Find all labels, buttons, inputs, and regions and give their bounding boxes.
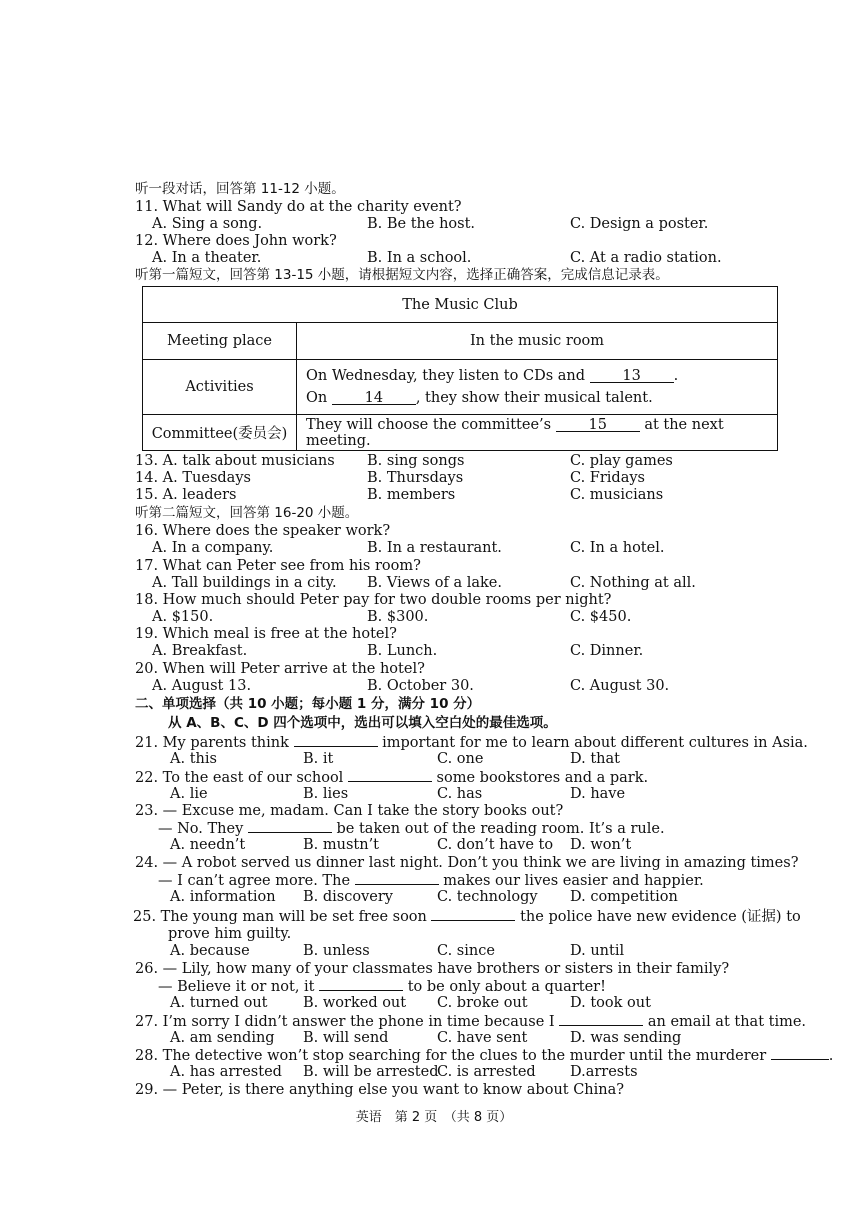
q13-option-b: B. sing songs	[367, 453, 465, 469]
q28-stem-end: .	[828, 1048, 834, 1064]
q28-blank[interactable]	[771, 1047, 829, 1060]
q14-option-b: B. Thursdays	[367, 470, 464, 486]
music-club-table	[142, 286, 778, 451]
q21-option-a: A. this	[170, 751, 217, 767]
meeting-place-value: In the music room	[297, 323, 778, 360]
page-footer: 英语 第 2 页 （共 8 页）	[355, 1110, 513, 1125]
q12-option-a: A. In a theater.	[152, 250, 262, 266]
q23-stem	[158, 820, 665, 838]
activities-label: Activities	[143, 360, 297, 415]
q24-option-c: C. technology	[437, 889, 538, 905]
q23-option-b: B. mustn’t	[303, 837, 380, 853]
q15-option-c: C. musicians	[570, 487, 664, 503]
q26-option-a: A. turned out	[170, 995, 268, 1011]
section-heading-13-15: 听第一篇短文，回答第 13-15 小题，请根据短文内容，选择正确答案，完成信息记录表。	[135, 267, 669, 283]
q18-option-c: C. $450.	[570, 609, 632, 625]
q13-option-c: C. play games	[570, 453, 673, 469]
q25-stem-start: 25. The young man will be set free soon	[133, 909, 427, 925]
q19-stem: 19. Which meal is free at the hotel?	[135, 626, 397, 642]
q26-blank[interactable]	[319, 978, 403, 991]
q25-option-d: D. until	[570, 943, 625, 959]
q24-option-a: A. information	[170, 889, 276, 905]
q20-stem: 20. When will Peter arrive at the hotel?	[135, 661, 425, 677]
q15-option-a: 15. A. leaders	[135, 487, 237, 503]
q23-stem-start: — No. They	[158, 821, 244, 837]
table-title: The Music Club	[143, 287, 778, 323]
activities-cell	[297, 360, 778, 415]
q23-line1: 23. — Excuse me, madam. Can I take the story books out?	[135, 803, 564, 819]
q22-option-d: D. have	[570, 786, 626, 802]
q21-option-d: D. that	[570, 751, 620, 767]
q21-blank[interactable]	[294, 734, 378, 747]
q14-option-a: 14. A. Tuesdays	[135, 470, 251, 486]
q25-blank[interactable]	[431, 908, 515, 921]
q21-option-c: C. one	[437, 751, 484, 767]
q28-option-a: A. has arrested	[170, 1064, 282, 1080]
activities-line-1	[306, 365, 777, 387]
q23-option-d: D. won’t	[570, 837, 632, 853]
q27-stem-end: an email at that time.	[647, 1014, 807, 1030]
q19-option-a: A. Breakfast.	[152, 643, 248, 659]
q27-option-b: B. will send	[303, 1030, 389, 1046]
q25-option-b: B. unless	[303, 943, 370, 959]
q11-stem: 11. What will Sandy do at the charity event?	[135, 199, 462, 215]
q25-line2: prove him guilty.	[168, 926, 292, 942]
q26-option-d: D. took out	[570, 995, 651, 1011]
blank-14[interactable]: 14	[332, 392, 416, 405]
q17-option-b: B. Views of a lake.	[367, 575, 502, 591]
q16-option-b: B. In a restaurant.	[367, 540, 502, 556]
q28-option-c: C. is arrested	[437, 1064, 536, 1080]
q22-option-a: A. lie	[170, 786, 208, 802]
q20-option-c: C. August 30.	[570, 678, 670, 694]
section-heading-11-12: 听一段对话，回答第 11-12 小题。	[135, 181, 345, 197]
q27-blank[interactable]	[559, 1013, 643, 1026]
activities-line-1-end: .	[673, 368, 679, 384]
q18-stem: 18. How much should Peter pay for two double rooms per night?	[135, 592, 612, 608]
q21-stem	[135, 734, 808, 752]
activities-line-2-text: , they show their musical talent.	[415, 390, 653, 406]
q25-option-c: C. since	[437, 943, 495, 959]
activities-line-2	[306, 387, 777, 409]
q26-line1: 26. — Lily, how many of your classmates have brothers or sisters in their family?	[135, 961, 730, 977]
q24-line1: 24. — A robot served us dinner last night. Don’t you think we are living in amazing times?	[135, 855, 799, 871]
q26-stem-end: to be only about a quarter!	[407, 979, 606, 995]
q23-option-a: A. needn’t	[170, 837, 246, 853]
q14-option-c: C. Fridays	[570, 470, 645, 486]
q28-option-d: D.arrests	[570, 1064, 638, 1080]
q28-stem	[135, 1047, 833, 1065]
q19-option-b: B. Lunch.	[367, 643, 438, 659]
q24-option-d: D. competition	[570, 889, 678, 905]
q11-option-c: C. Design a poster.	[570, 216, 709, 232]
q21-stem-start: 21. My parents think	[135, 735, 289, 751]
q26-option-b: B. worked out	[303, 995, 407, 1011]
q25-stem-end: the police have new evidence (证据) to	[520, 909, 801, 925]
q27-option-d: D. was sending	[570, 1030, 682, 1046]
q20-option-b: B. October 30.	[367, 678, 474, 694]
q12-option-b: B. In a school.	[367, 250, 472, 266]
q24-blank[interactable]	[355, 872, 439, 885]
section-2-heading: 二、单项选择（共 10 小题；每小题 1 分，满分 10 分）	[135, 696, 481, 712]
q22-stem	[135, 769, 648, 787]
q17-stem: 17. What can Peter see from his room?	[135, 558, 421, 574]
q25-option-a: A. because	[170, 943, 250, 959]
q21-option-b: B. it	[303, 751, 334, 767]
q12-option-c: C. At a radio station.	[570, 250, 722, 266]
q27-stem-start: 27. I’m sorry I didn’t answer the phone in time because I	[135, 1014, 555, 1030]
q22-option-b: B. lies	[303, 786, 349, 802]
committee-cell	[297, 415, 778, 451]
committee-label: Committee(委员会)	[143, 415, 297, 451]
q23-stem-end: be taken out of the reading room. It’s a rule.	[336, 821, 665, 837]
q27-option-a: A. am sending	[170, 1030, 275, 1046]
q27-stem	[135, 1013, 806, 1031]
q17-option-a: A. Tall buildings in a city.	[152, 575, 337, 591]
q25-stem	[133, 908, 801, 926]
q13-option-a: 13. A. talk about musicians	[135, 453, 335, 469]
q22-stem-start: 22. To the east of our school	[135, 770, 344, 786]
q23-blank[interactable]	[248, 820, 332, 833]
activities-line-2-start: On	[306, 390, 328, 406]
q18-option-a: A. $150.	[152, 609, 214, 625]
q24-option-b: B. discovery	[303, 889, 393, 905]
q22-blank[interactable]	[348, 769, 432, 782]
q21-stem-end: important for me to learn about different cultures in Asia.	[382, 735, 808, 751]
q11-option-a: A. Sing a song.	[152, 216, 263, 232]
meeting-place-label: Meeting place	[143, 323, 297, 360]
q29-line1: 29. — Peter, is there anything else you want to know about China?	[135, 1082, 625, 1098]
q15-option-b: B. members	[367, 487, 456, 503]
activities-line-1-text: On Wednesday, they listen to CDs and	[306, 368, 586, 384]
q22-stem-end: some bookstores and a park.	[436, 770, 649, 786]
q26-stem	[158, 978, 606, 996]
q19-option-c: C. Dinner.	[570, 643, 644, 659]
q26-stem-start: — Believe it or not, it	[158, 979, 315, 995]
q22-option-c: C. has	[437, 786, 483, 802]
blank-15[interactable]: 15	[556, 419, 640, 432]
q23-option-c: C. don’t have to	[437, 837, 554, 853]
q20-option-a: A. August 13.	[152, 678, 252, 694]
section-heading-16-20: 听第二篇短文，回答第 16-20 小题。	[135, 505, 359, 521]
q24-stem-start: — I can’t agree more. The	[158, 873, 351, 889]
q16-option-c: C. In a hotel.	[570, 540, 665, 556]
q24-stem-end: makes our lives easier and happier.	[443, 873, 704, 889]
q26-option-c: C. broke out	[437, 995, 528, 1011]
section-2-instruction: 从 A、B、C、D 四个选项中，选出可以填入空白处的最佳选项。	[168, 715, 557, 731]
committee-text: They will choose the committee’s	[306, 416, 552, 433]
q17-option-c: C. Nothing at all.	[570, 575, 696, 591]
blank-13[interactable]: 13	[590, 370, 674, 383]
q12-stem: 12. Where does John work?	[135, 233, 337, 249]
q28-option-b: B. will be arrested	[303, 1064, 439, 1080]
q11-option-b: B. Be the host.	[367, 216, 476, 232]
q24-stem	[158, 872, 704, 890]
q18-option-b: B. $300.	[367, 609, 429, 625]
q27-option-c: C. have sent	[437, 1030, 528, 1046]
committee-text-end: at the next meeting.	[306, 416, 724, 449]
q16-option-a: A. In a company.	[152, 540, 274, 556]
q28-stem-start: 28. The detective won’t stop searching for the clues to the murder until the murderer	[135, 1048, 767, 1064]
q16-stem: 16. Where does the speaker work?	[135, 523, 391, 539]
